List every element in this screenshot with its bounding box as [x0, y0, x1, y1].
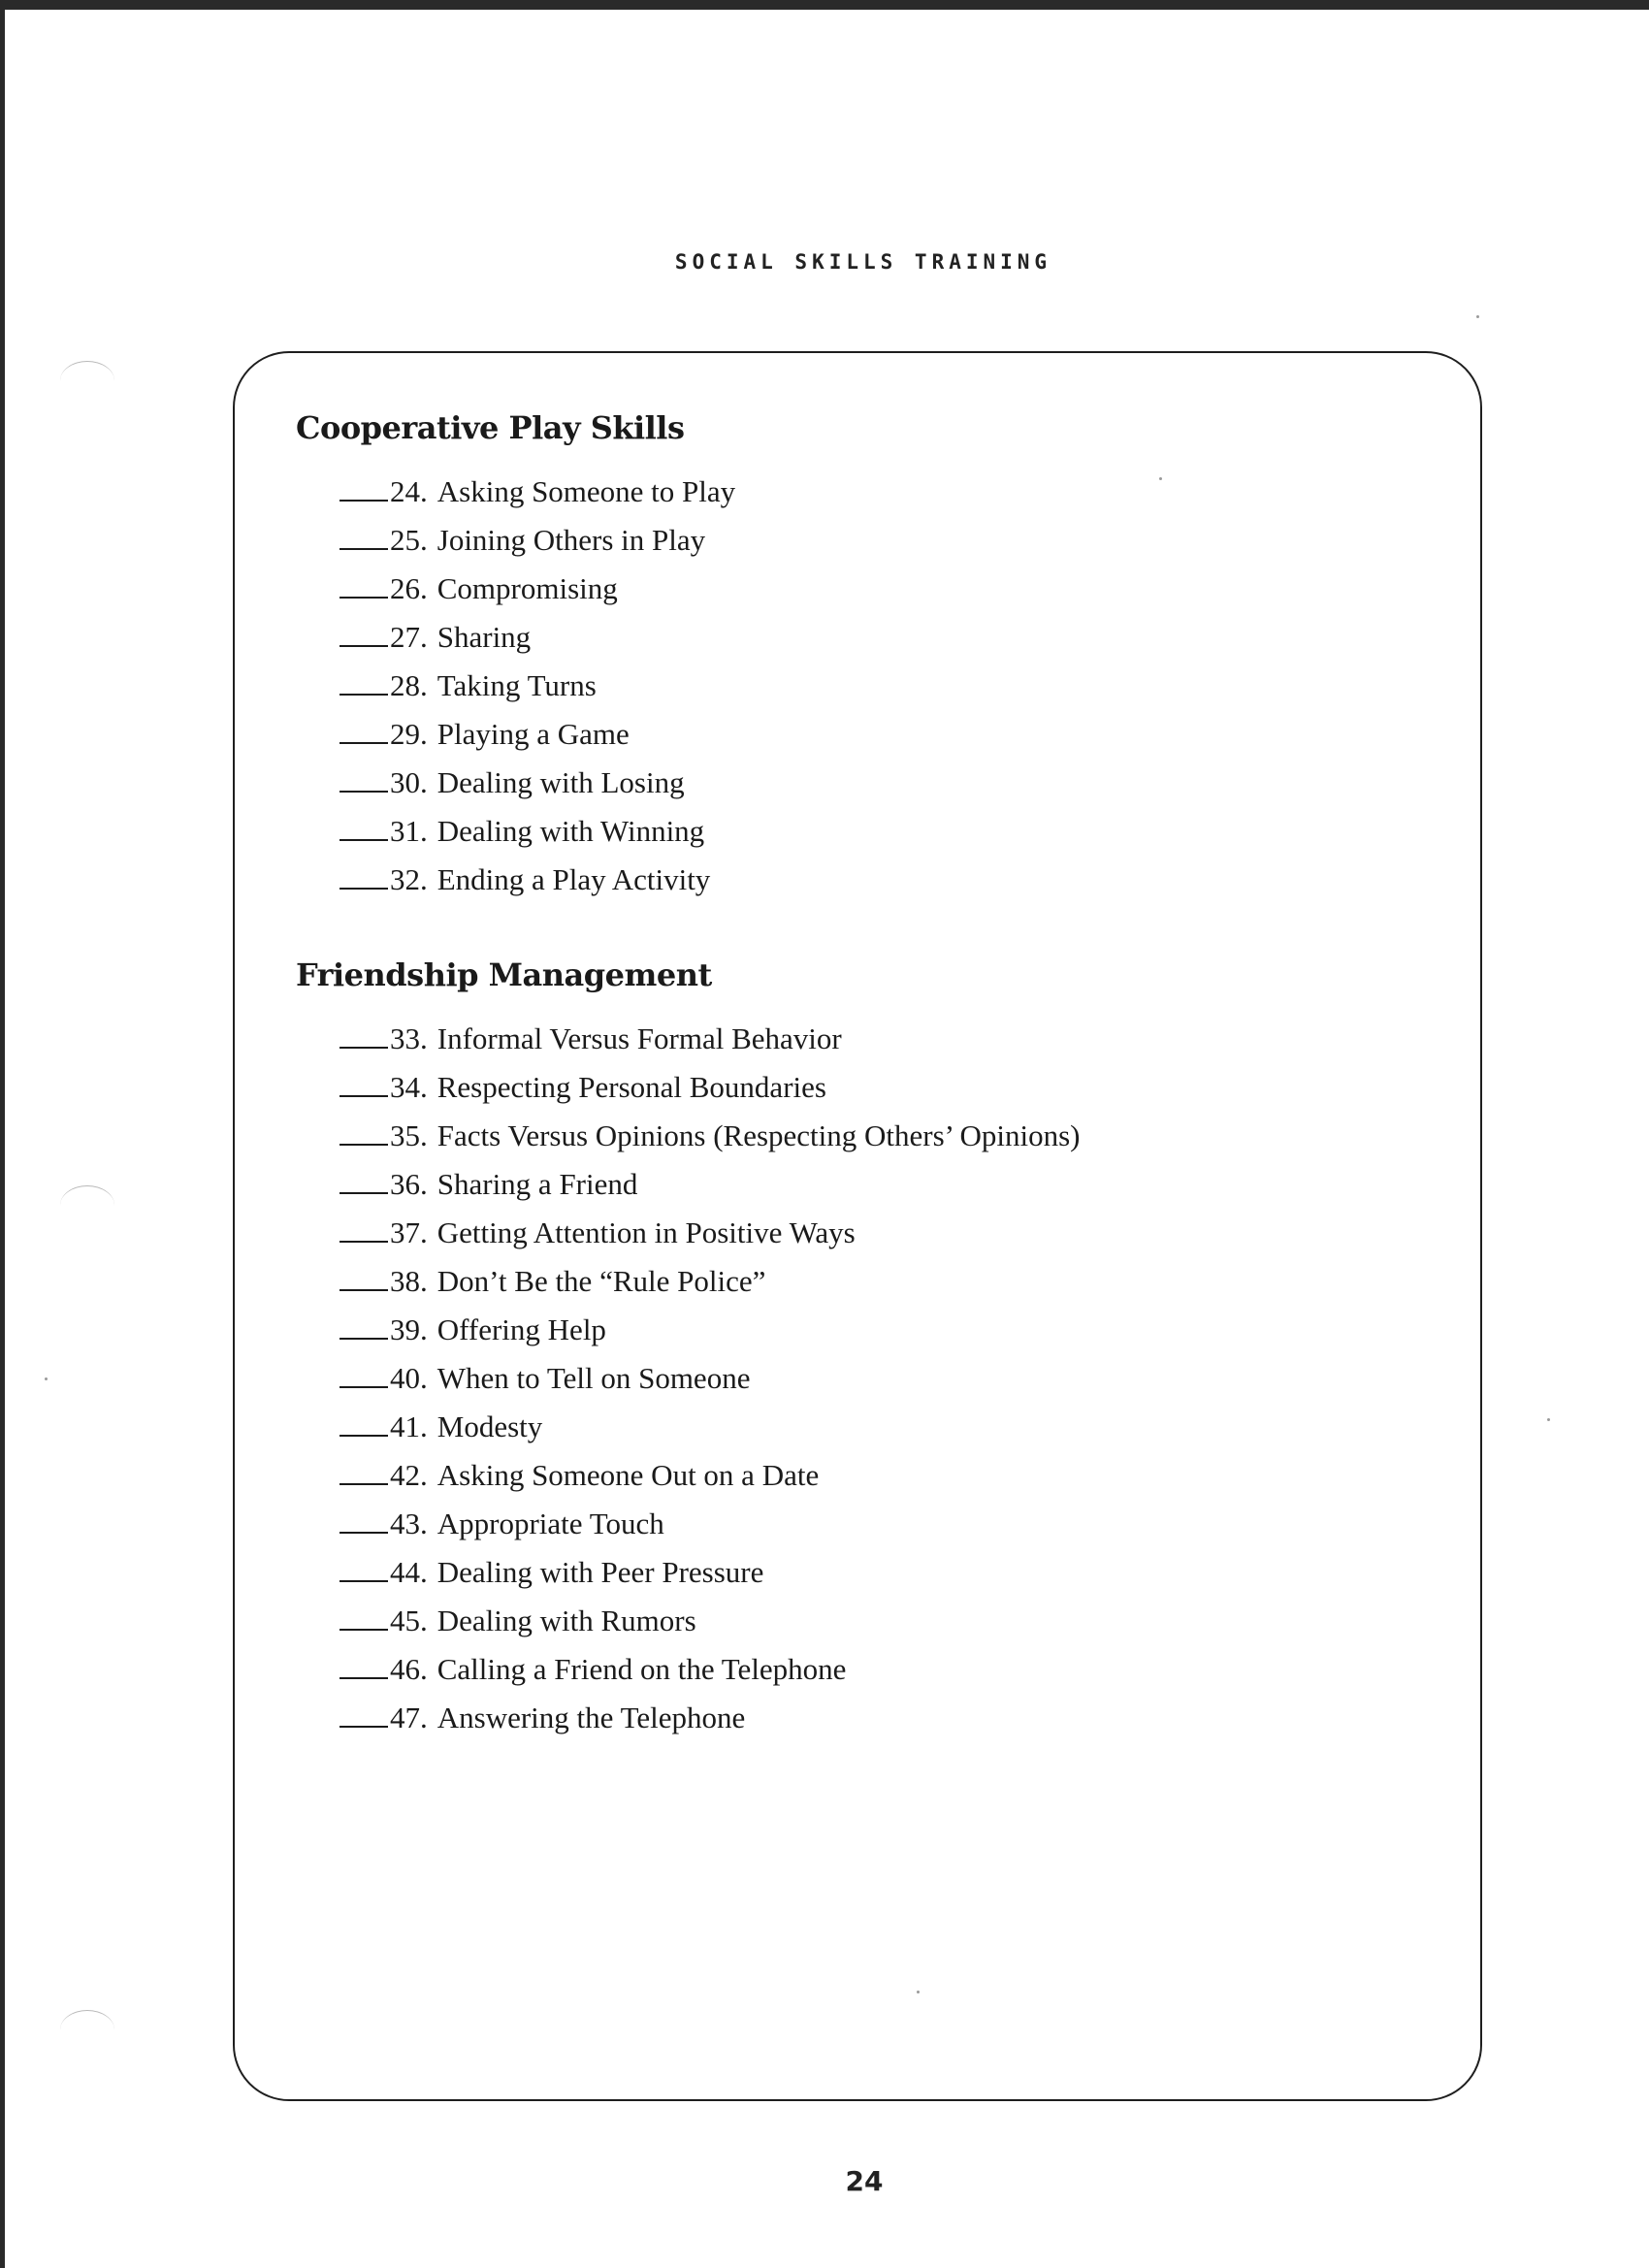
skill-label: Calling a Friend on the Telephone	[436, 1652, 847, 1686]
skill-number: 40.	[390, 1361, 428, 1395]
checklist-blank[interactable]	[340, 859, 388, 890]
skill-label: Modesty	[436, 1409, 543, 1443]
skill-number: 37.	[390, 1215, 428, 1249]
skill-item	[340, 1160, 1080, 1209]
checklist-blank[interactable]	[340, 567, 388, 599]
skill-item	[340, 1597, 1080, 1645]
checklist-blank[interactable]	[340, 1454, 388, 1485]
skill-number: 47.	[390, 1701, 428, 1734]
checklist-blank[interactable]	[340, 1648, 388, 1679]
skill-label: Joining Others in Play	[436, 523, 706, 557]
skill-number: 36.	[390, 1167, 428, 1201]
checklist-blank[interactable]	[340, 664, 388, 696]
scan-speck	[1547, 1418, 1550, 1421]
checklist-blank[interactable]	[340, 1018, 388, 1049]
checklist-blank[interactable]	[340, 519, 388, 550]
skill-item	[340, 1257, 1080, 1306]
skill-number: 27.	[390, 620, 428, 654]
skill-label: Dealing with Rumors	[436, 1604, 696, 1637]
scan-edge-top	[0, 0, 1649, 10]
section-cooperative-play-skills	[296, 409, 735, 904]
skill-label: Offering Help	[436, 1312, 606, 1346]
checklist-blank[interactable]	[340, 1115, 388, 1146]
skill-label: Dealing with Losing	[436, 765, 685, 799]
skill-label: Sharing	[436, 620, 532, 654]
skill-number: 26.	[390, 571, 428, 605]
skill-number: 25.	[390, 523, 428, 557]
skill-list	[340, 468, 735, 904]
checklist-blank[interactable]	[340, 1697, 388, 1728]
skill-item	[340, 1112, 1080, 1160]
skill-number: 33.	[390, 1021, 428, 1055]
skill-number: 46.	[390, 1652, 428, 1686]
checklist-blank[interactable]	[340, 810, 388, 841]
skill-label: Taking Turns	[436, 668, 597, 702]
punch-hole-mark	[60, 2010, 114, 2050]
skill-item	[340, 759, 735, 807]
skill-label: Asking Someone Out on a Date	[436, 1458, 820, 1492]
section-title: Cooperative Play Skills	[296, 409, 685, 446]
skill-item	[340, 1451, 1080, 1500]
skill-item	[340, 468, 735, 516]
page-number: 24	[845, 2165, 884, 2197]
skill-item	[340, 1500, 1080, 1548]
skill-item	[340, 710, 735, 759]
skill-item	[340, 662, 735, 710]
skill-item	[340, 1354, 1080, 1403]
skill-label: Asking Someone to Play	[436, 474, 736, 508]
skill-number: 39.	[390, 1312, 428, 1346]
checklist-blank[interactable]	[340, 1212, 388, 1243]
skill-number: 42.	[390, 1458, 428, 1492]
checklist-blank[interactable]	[340, 1309, 388, 1340]
running-head: SOCIAL SKILLS TRAINING	[674, 250, 1052, 274]
checklist-blank[interactable]	[340, 1066, 388, 1097]
scan-speck	[45, 1377, 48, 1380]
skill-label: Getting Attention in Positive Ways	[436, 1215, 856, 1249]
skill-item	[340, 1645, 1080, 1694]
skill-label: Answering the Telephone	[436, 1701, 746, 1734]
checklist-blank[interactable]	[340, 1163, 388, 1194]
skill-number: 41.	[390, 1409, 428, 1443]
skill-item	[340, 1403, 1080, 1451]
scan-edge-left	[0, 0, 5, 2268]
skill-label: Facts Versus Opinions (Respecting Others’ Opinions)	[436, 1118, 1081, 1152]
checklist-blank[interactable]	[340, 470, 388, 502]
punch-hole-mark	[60, 361, 114, 401]
checklist-blank[interactable]	[340, 1357, 388, 1388]
skill-list	[340, 1015, 1080, 1742]
skill-item	[340, 613, 735, 662]
skill-label: Compromising	[436, 571, 618, 605]
skill-number: 38.	[390, 1264, 428, 1298]
skill-item	[340, 1694, 1080, 1742]
skill-number: 44.	[390, 1555, 428, 1589]
skill-item	[340, 516, 735, 565]
skill-number: 35.	[390, 1118, 428, 1152]
skill-label: Respecting Personal Boundaries	[436, 1070, 826, 1104]
scan-speck	[1476, 315, 1479, 318]
skill-item	[340, 856, 735, 904]
skill-number: 28.	[390, 668, 428, 702]
skill-number: 29.	[390, 717, 428, 751]
skill-label: Dealing with Winning	[436, 814, 705, 848]
skill-item	[340, 1063, 1080, 1112]
skill-number: 30.	[390, 765, 428, 799]
skill-label: Sharing a Friend	[436, 1167, 638, 1201]
skill-label: When to Tell on Someone	[436, 1361, 751, 1395]
checklist-blank[interactable]	[340, 616, 388, 647]
skill-item	[340, 1209, 1080, 1257]
checklist-blank[interactable]	[340, 1503, 388, 1534]
skill-item	[340, 1015, 1080, 1063]
checklist-blank[interactable]	[340, 1600, 388, 1631]
skill-item	[340, 1306, 1080, 1354]
skill-label: Playing a Game	[436, 717, 630, 751]
skill-item	[340, 565, 735, 613]
section-title: Friendship Management	[296, 956, 712, 993]
skill-number: 43.	[390, 1507, 428, 1540]
checklist-blank[interactable]	[340, 713, 388, 744]
skill-number: 34.	[390, 1070, 428, 1104]
skill-label: Dealing with Peer Pressure	[436, 1555, 764, 1589]
skill-number: 24.	[390, 474, 428, 508]
checklist-blank[interactable]	[340, 1406, 388, 1437]
skill-number: 45.	[390, 1604, 428, 1637]
skill-item	[340, 1548, 1080, 1597]
checklist-blank[interactable]	[340, 1260, 388, 1291]
checklist-blank[interactable]	[340, 1551, 388, 1582]
section-friendship-management	[296, 956, 1080, 1742]
skill-number: 32.	[390, 862, 428, 896]
skill-label: Don’t Be the “Rule Police”	[436, 1264, 766, 1298]
skill-item	[340, 807, 735, 856]
skill-label: Appropriate Touch	[436, 1507, 664, 1540]
skill-number: 31.	[390, 814, 428, 848]
checklist-blank[interactable]	[340, 761, 388, 793]
skill-label: Informal Versus Formal Behavior	[436, 1021, 842, 1055]
skill-label: Ending a Play Activity	[436, 862, 711, 896]
punch-hole-mark	[60, 1185, 114, 1225]
